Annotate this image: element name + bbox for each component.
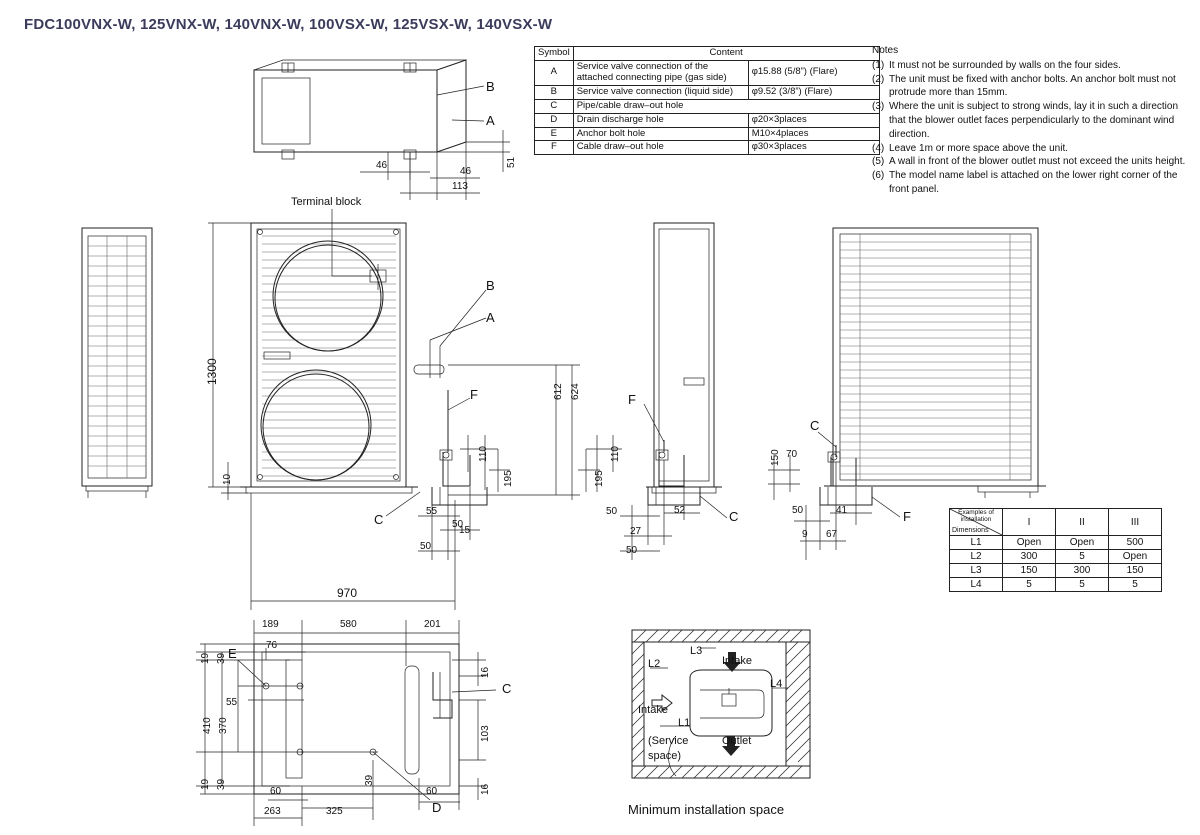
symbol-cell: A [535, 60, 574, 85]
dim-top-113: 113 [452, 181, 468, 192]
dim-bottom-201: 201 [424, 619, 441, 630]
cell: Open [1056, 536, 1109, 550]
front-piping-detail [386, 290, 580, 560]
space-label-l2: L2 [648, 658, 661, 670]
dim-top-51: 51 [506, 156, 517, 168]
side-view-drawing [578, 223, 727, 560]
symbol-table-header-symbol: Symbol [535, 47, 574, 61]
symbol-cell: E [535, 127, 574, 141]
callout-letter-c-rear: C [810, 418, 820, 433]
cell: 150 [1003, 564, 1056, 578]
spec-cell: φ30×3places [748, 141, 879, 155]
symbol-cell: D [535, 113, 574, 127]
dim-bottom-55: 55 [226, 697, 238, 708]
front-view-drawing [208, 209, 455, 610]
content-cell: Pipe/cable draw–out hole [573, 99, 879, 113]
note-text: A wall in front of the blower outlet must not exceed the units height. [889, 156, 1186, 168]
corner-label-top: Examples of installation [958, 509, 994, 523]
column-header: I [1003, 509, 1056, 536]
cell: 150 [1109, 564, 1162, 578]
content-cell: Cable draw–out hole [573, 141, 748, 155]
page-title: FDC100VNX-W, 125VNX-W, 140VNX-W, 100VSX-W, 125VSX-W, 140VSX-W [24, 16, 553, 33]
dim-front-110: 110 [478, 446, 489, 462]
space-label-l1: L1 [678, 717, 691, 729]
content-cell: Service valve connection of the attached connecting pipe (gas side) [573, 60, 748, 85]
spec-cell: φ20×3places [748, 113, 879, 127]
cell: 5 [1109, 578, 1162, 592]
row-label: L1 [950, 536, 1003, 550]
space-label-outlet: Outlet [722, 735, 752, 747]
min-space-caption: Minimum installation space [628, 802, 785, 817]
cell: 5 [1056, 550, 1109, 564]
cell: 300 [1056, 564, 1109, 578]
dim-top-46b: 46 [460, 166, 472, 177]
dim-bottom-16b: 16 [480, 783, 491, 795]
row-label: L2 [950, 550, 1003, 564]
dim-rear-67: 67 [826, 529, 838, 540]
note-number: (3) [872, 101, 885, 113]
callout-letter-c-side: C [729, 509, 739, 524]
row-label: L3 [950, 564, 1003, 578]
dim-bottom-370: 370 [218, 717, 229, 734]
dim-front-50b: 50 [420, 541, 432, 552]
dim-bottom-103: 103 [480, 725, 491, 742]
cell: 500 [1109, 536, 1162, 550]
space-label-intake-top: Intake [722, 655, 752, 667]
content-cell: Drain discharge hole [573, 113, 748, 127]
dim-front-15: 15 [459, 525, 471, 536]
dim-front-624: 624 [570, 383, 581, 400]
top-view-drawing [254, 60, 510, 200]
dim-rear-9: 9 [802, 529, 808, 540]
dim-bottom-60a: 60 [270, 786, 282, 797]
note-text: The model name label is attached on the lower right corner of the front panel. [889, 170, 1178, 195]
callout-letter-a-top: A [486, 113, 495, 128]
dim-side-50a: 50 [606, 506, 618, 517]
spec-cell: M10×4places [748, 127, 879, 141]
dim-bottom-19b: 19 [200, 778, 211, 790]
space-label-service-2: space) [648, 750, 682, 762]
dim-front-612: 612 [553, 383, 564, 400]
note-number: (4) [872, 142, 885, 154]
content-cell: Service valve connection (liquid side) [573, 85, 748, 99]
callout-letter-f-side: F [628, 392, 636, 407]
cell: 300 [1003, 550, 1056, 564]
cell: Open [1003, 536, 1056, 550]
spec-cell: φ9.52 (3/8”) (Flare) [748, 85, 879, 99]
dim-bottom-76: 76 [266, 640, 278, 651]
dim-rear-41: 41 [836, 505, 848, 516]
callout-letter-f-rear: F [903, 509, 911, 524]
spec-cell: φ15.88 (5/8”) (Flare) [748, 60, 879, 85]
space-label-l4: L4 [770, 678, 783, 690]
note-number: (2) [872, 73, 885, 85]
dim-side-27: 27 [630, 526, 642, 537]
dim-bottom-39b: 39 [216, 778, 227, 790]
space-label-service-1: (Service [648, 735, 689, 747]
dim-bottom-39a: 39 [216, 652, 227, 664]
space-label-intake-left: Intake [638, 704, 668, 716]
dim-front-195: 195 [503, 470, 514, 487]
callout-letter-a-front: A [486, 310, 495, 325]
bottom-view-drawing [196, 620, 496, 826]
dim-top-46a: 46 [376, 160, 388, 171]
dim-bottom-410: 410 [202, 717, 213, 734]
dim-bottom-580: 580 [340, 619, 357, 630]
dim-bottom-19a: 19 [200, 652, 211, 664]
note-text: Leave 1m or more space above the unit. [889, 142, 1068, 154]
symbol-cell: C [535, 99, 574, 113]
row-label: L4 [950, 578, 1003, 592]
callout-letter-c-bottom: C [502, 681, 512, 696]
column-header: II [1056, 509, 1109, 536]
corner-label-bottom: Dimensions [952, 527, 989, 534]
dim-bottom-263: 263 [264, 806, 281, 817]
note-number: (6) [872, 170, 885, 182]
left-side-panel-drawing [82, 228, 152, 498]
terminal-block-label: Terminal block [291, 196, 362, 208]
symbol-cell: B [535, 85, 574, 99]
symbol-cell: F [535, 141, 574, 155]
dim-side-195: 195 [594, 470, 605, 487]
column-header: III [1109, 509, 1162, 536]
note-text: Where the unit is subject to strong winds, lay it in such a direction that the blower outlet faces perpendicularly to the dominant wind direction. [889, 101, 1179, 140]
dim-rear-50: 50 [792, 505, 804, 516]
cell: 5 [1003, 578, 1056, 592]
dim-front-1300: 1300 [205, 358, 219, 385]
dim-front-55: 55 [426, 506, 438, 517]
dim-side-52: 52 [674, 505, 686, 516]
callout-letter-e-bottom: E [228, 646, 237, 661]
note-text: It must not be surrounded by walls on the four sides. [889, 59, 1121, 71]
callout-letter-c-front: C [374, 512, 384, 527]
dim-rear-150: 150 [770, 449, 781, 466]
dim-side-110: 110 [610, 446, 621, 462]
dim-front-50a: 50 [452, 519, 464, 530]
cell: 5 [1056, 578, 1109, 592]
dim-bottom-189: 189 [262, 619, 279, 630]
content-cell: Anchor bolt hole [573, 127, 748, 141]
dim-front-970: 970 [337, 586, 358, 600]
dim-bottom-39c: 39 [364, 774, 375, 786]
symbol-table-header-content: Content [573, 47, 879, 61]
callout-letter-b-front: B [486, 278, 495, 293]
callout-letter-b-top: B [486, 79, 495, 94]
callout-letter-d-bottom: D [432, 800, 442, 815]
note-number: (1) [872, 59, 885, 71]
dim-bottom-325: 325 [326, 806, 343, 817]
dim-side-50b: 50 [626, 545, 638, 556]
dim-bottom-16a: 16 [480, 666, 491, 678]
cell: Open [1109, 550, 1162, 564]
dim-front-10: 10 [222, 473, 233, 485]
note-text: The unit must be fixed with anchor bolts. An anchor bolt must not protrude more than 15mm. [889, 73, 1176, 99]
notes-heading: Notes [872, 45, 899, 56]
space-label-l3: L3 [690, 645, 703, 657]
dim-rear-70: 70 [786, 449, 798, 460]
note-number: (5) [872, 156, 885, 168]
callout-letter-f-front: F [470, 387, 478, 402]
dim-bottom-60b: 60 [426, 786, 438, 797]
